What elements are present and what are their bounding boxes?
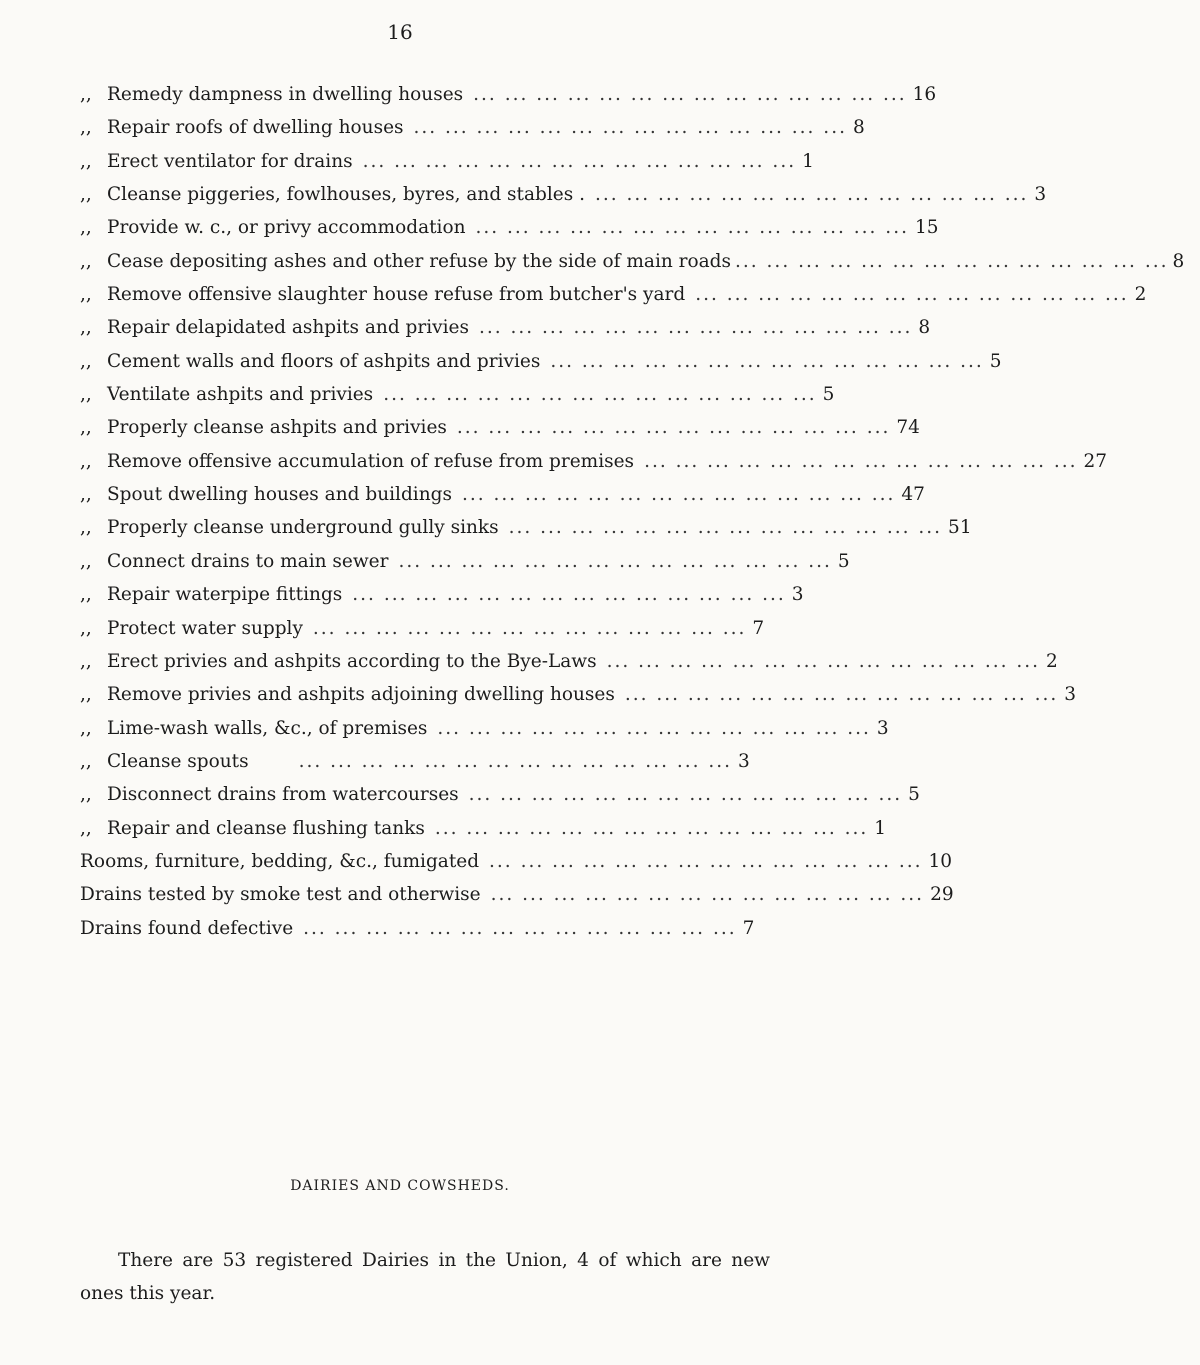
- item-label: Lime-wash walls, &c., of premises: [107, 717, 428, 739]
- item-count: 15: [914, 217, 939, 239]
- item-label: Disconnect drains from watercourses: [107, 784, 459, 806]
- list-item: [80, 618, 766, 651]
- item-count: 27: [1083, 450, 1108, 472]
- list-item: [80, 884, 954, 917]
- dot-leader: [293, 918, 742, 939]
- dot-leader: [499, 517, 948, 538]
- list-item: [80, 650, 1058, 684]
- item-count: 8: [852, 117, 865, 139]
- list-item: [80, 384, 835, 417]
- list-item: [80, 117, 865, 150]
- item-label: Protect water supply: [107, 617, 303, 639]
- dot-leader: [731, 251, 1172, 272]
- ditto-mark: ,,: [80, 250, 92, 272]
- ditto-mark: ,,: [80, 650, 92, 672]
- dot-leader: [342, 584, 791, 605]
- list-item: [80, 150, 814, 184]
- item-count: 51: [948, 517, 972, 539]
- ditto-mark: ,,: [80, 784, 92, 806]
- item-count: 2: [1046, 650, 1058, 672]
- dot-leader: [373, 384, 822, 405]
- list-item: [80, 850, 953, 884]
- item-count: 3: [1064, 684, 1077, 706]
- ditto-mark: ,,: [80, 150, 92, 172]
- item-count: 8: [1172, 250, 1185, 272]
- ditto-mark: ,,: [80, 617, 92, 639]
- item-count: 5: [822, 384, 835, 406]
- item-label: Remedy dampness in dwelling houses: [107, 84, 464, 105]
- ditto-mark: ,,: [80, 417, 92, 439]
- dot-leader: [615, 684, 1064, 705]
- list-item: [80, 584, 804, 617]
- item-label: Cleanse spouts: [107, 750, 249, 772]
- dot-leader: [447, 417, 896, 438]
- item-count: 47: [901, 484, 925, 506]
- item-label: Cleanse piggeries, fowlhouses, byres, and stables .: [107, 184, 585, 206]
- ditto-mark: ,,: [80, 217, 92, 239]
- section-heading: DAIRIES AND COWSHEDS.: [290, 1178, 510, 1194]
- dot-leader: [685, 284, 1134, 305]
- dot-leader: [425, 818, 874, 839]
- list-item: [80, 184, 1047, 217]
- item-label: Cease depositing ashes and other refuse by the side of main roads: [107, 250, 732, 272]
- list-item: [80, 918, 766, 951]
- item-count: 8: [918, 317, 931, 339]
- dot-leader: [303, 618, 752, 639]
- list-item: [80, 550, 850, 584]
- ditto-mark: ,,: [80, 684, 92, 706]
- ditto-mark: ,,: [80, 550, 92, 572]
- ditto-mark: ,,: [80, 750, 92, 772]
- item-label: Ventilate ashpits and privies: [107, 384, 374, 406]
- item-count: 7: [752, 617, 765, 639]
- list-item: [80, 817, 887, 851]
- dot-leader: [469, 317, 918, 338]
- dot-leader: [459, 784, 908, 805]
- item-label: Remove offensive accumulation of refuse from premises: [107, 450, 635, 472]
- list-item: [80, 784, 920, 817]
- ditto-mark: ,,: [80, 484, 92, 506]
- list-item: [80, 517, 972, 550]
- item-count: 3: [1034, 184, 1047, 206]
- item-label: Cement walls and floors of ashpits and privies: [107, 350, 541, 372]
- dot-leader: [388, 551, 837, 572]
- dot-leader: [404, 117, 853, 138]
- item-count: 16: [912, 84, 937, 105]
- item-label: Rooms, furniture, bedding, &c., fumigated: [80, 850, 480, 872]
- item-label: Provide w. c., or privy accommodation: [107, 217, 466, 239]
- item-label: Repair waterpipe fittings: [107, 584, 343, 606]
- ditto-mark: ,,: [80, 284, 92, 306]
- ditto-mark: ,,: [80, 817, 92, 839]
- ditto-mark: ,,: [80, 84, 92, 105]
- item-label: Connect drains to main sewer: [107, 550, 389, 572]
- dot-leader: [479, 851, 928, 872]
- list-item: [80, 217, 939, 250]
- item-count: 7: [742, 917, 755, 939]
- dot-leader: [481, 884, 930, 905]
- item-count: 3: [738, 750, 750, 772]
- dot-leader: [249, 751, 738, 772]
- ditto-mark: ,,: [80, 450, 92, 472]
- dot-leader: [427, 718, 876, 739]
- dot-leader: [353, 151, 802, 172]
- body-paragraph: There are 53 registered Dairies in the Union, 4 of which are new ones this year.: [80, 1249, 770, 1304]
- item-label: Repair and cleanse flushing tanks: [107, 817, 425, 839]
- item-label: Remove privies and ashpits adjoining dwelling houses: [107, 684, 615, 706]
- item-count: 5: [908, 784, 920, 806]
- ditto-mark: ,,: [80, 384, 92, 406]
- list-item: [80, 84, 937, 117]
- item-label: Properly cleanse underground gully sinks: [107, 517, 499, 539]
- list-item: [80, 350, 1002, 384]
- list-item: [80, 250, 1185, 284]
- dot-leader: [597, 651, 1046, 672]
- dot-leader: [452, 484, 901, 505]
- ditto-mark: ,,: [80, 350, 92, 372]
- dot-leader: [585, 184, 1034, 205]
- item-count: 10: [928, 850, 953, 872]
- item-label: Remove offensive slaughter house refuse from butcher's yard: [107, 284, 686, 306]
- dot-leader: [463, 84, 912, 105]
- item-label: Properly cleanse ashpits and privies: [107, 417, 447, 439]
- item-count: 74: [896, 417, 920, 439]
- item-count: 3: [791, 584, 804, 606]
- ditto-mark: ,,: [80, 517, 92, 539]
- list-item: [80, 484, 925, 517]
- item-count: 1: [874, 817, 887, 839]
- item-label: Erect ventilator for drains: [107, 150, 353, 172]
- dot-leader: [540, 351, 989, 372]
- list-item: [80, 317, 931, 350]
- item-count: 1: [802, 150, 814, 172]
- item-count: 2: [1134, 284, 1147, 306]
- dot-leader: [634, 451, 1083, 472]
- item-label: Repair delapidated ashpits and privies: [107, 317, 469, 339]
- item-count: 29: [930, 884, 954, 906]
- ditto-mark: ,,: [80, 117, 92, 139]
- item-label: Spout dwelling houses and buildings: [107, 484, 452, 506]
- list-item: [80, 450, 1108, 484]
- item-count: 5: [837, 550, 850, 572]
- dot-leader: [466, 217, 915, 238]
- list-item: [80, 684, 1077, 717]
- list-item: [80, 717, 889, 751]
- item-label: Drains found defective: [80, 917, 294, 939]
- item-label: Repair roofs of dwelling houses: [107, 117, 404, 139]
- list-item: [80, 417, 920, 450]
- ditto-mark: ,,: [80, 584, 92, 606]
- item-label: Drains tested by smoke test and otherwise: [80, 884, 481, 906]
- ditto-mark: ,,: [80, 717, 92, 739]
- item-count: 5: [989, 350, 1002, 372]
- ditto-mark: ,,: [80, 317, 92, 339]
- page-number: 16: [387, 20, 413, 44]
- sanitary-works-list: [80, 84, 1185, 951]
- ditto-mark: ,,: [80, 184, 92, 206]
- list-item: [80, 751, 766, 784]
- item-count: 3: [876, 717, 889, 739]
- list-item: [80, 284, 1147, 317]
- item-label: Erect privies and ashpits according to the Bye-Laws: [107, 650, 597, 672]
